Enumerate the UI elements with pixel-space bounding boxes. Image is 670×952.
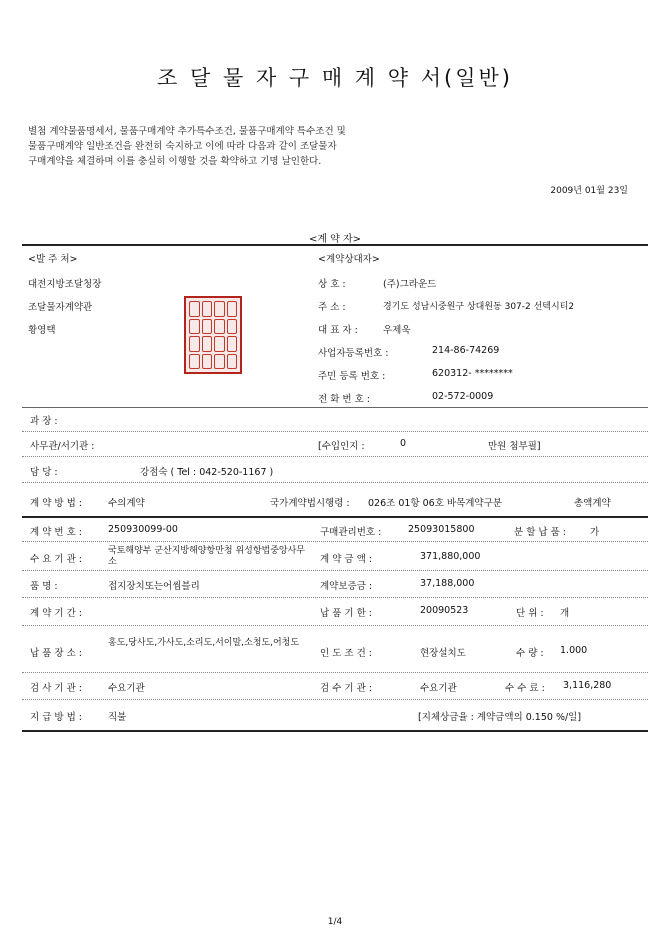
intro-line: 물품구매계약 일반조건을 완전히 숙지하고 이에 따라 다음과 같이 조달물자 [28,141,337,152]
orderer-header: <발 주 처> [28,254,78,265]
delivery-deadline-label: 납 품 기 한 : [320,608,372,619]
company-label: 상 호 : [318,279,346,290]
document-title: 조 달 물 자 구 매 계 약 서(일반) [157,66,513,90]
official-seal-stamp [184,296,242,374]
payment-label: 지 급 방 법 : [30,712,82,723]
intro-line: 별첨 계약물품명세서, 물품구매계약 추가특수조건, 물품구매계약 특수조건 및 [28,126,346,137]
divider [22,407,648,408]
ceo-label: 대 표 자 : [318,325,358,336]
fee-label: 수 수 료 : [505,683,545,694]
purchase-no-value: 25093015800 [408,524,475,535]
divider [22,456,648,457]
orderer-name: 황영택 [28,325,56,336]
item-value: 접지장치또는어씸블리 [108,581,200,592]
demand-label: 수 요 기 관 : [30,554,82,565]
penalty-note: [지체상금율 : 계약금액의 0.150 %/일] [418,712,582,723]
biz-no-label: 사업자등록번호 : [318,348,389,359]
inspector-value: 수요기관 [108,683,145,694]
unit-value: 개 [560,608,570,619]
company-value: (주)그라운드 [383,279,437,290]
stamp-tax-value: 0 [400,438,407,449]
amount-value: 371,880,000 [420,551,481,562]
divider [22,482,648,483]
divider [22,730,648,732]
delivery-place-label: 납 품 장 소 : [30,648,82,659]
demand-value: 국토해양부 군산지방해양항만청 위성항법중앙사무소 [108,546,305,567]
purchase-no-label: 구매관리번호 : [320,527,382,538]
divider [22,244,648,246]
amount-label: 계 약 금 액 : [320,554,372,565]
quantity-value: 1.000 [560,645,588,656]
divider [22,597,648,598]
delivery-place-value: 홍도,당사도,가사도,소리도,서이말,소청도,어청도 [108,638,300,648]
contract-date: 2009년 01월 23일 [550,186,628,196]
inspector-label: 검 사 기 관 : [30,683,82,694]
deposit-label: 계약보증금 : [320,581,373,592]
contractor-header: <계약상대자> [318,254,380,265]
resident-no-label: 주민 등록 번호 : [318,371,386,382]
phone-label: 전 화 번 호 : [318,394,370,405]
split-label: 분 할 납 품 : [514,527,566,538]
resident-no-value: 620312- ******** [432,368,513,379]
divider [22,699,648,700]
address-label: 주 소 : [318,302,346,313]
divider [22,516,648,518]
method-label: 계 약 방 법 : [30,498,82,509]
intro-line: 구매계약을 체결하며 이를 충실히 이행할 것을 확약하고 기명 날인한다. [28,156,322,167]
contract-no-value: 250930099-00 [108,524,178,535]
law-type-value: 총액계약 [574,498,611,509]
orderer-org: 대전지방조달청장 [28,279,102,290]
intro-text [28,124,628,169]
method-value: 수의계약 [108,498,145,509]
ceo-value: 우제욱 [383,325,411,336]
divider [22,570,648,571]
unit-label: 단 위 : [516,608,544,619]
law-value: 026조 01항 06호 바목계약구분 [368,498,502,509]
section-title: <계 약 자> [308,234,362,245]
split-value: 가 [590,527,600,538]
divider [22,672,648,673]
stamp-tax-label: [수입인지 : [318,441,365,452]
item-label: 품 명 : [30,581,58,592]
period-label: 계 약 기 간 : [30,608,82,619]
orderer-title: 조달물자계약관 [28,302,93,313]
person-value: 강점숙 ( Tel : 042-520-1167 ) [140,467,274,478]
delivery-deadline-value: 20090523 [420,605,469,616]
fee-value: 3,116,280 [563,680,612,691]
manager-label: 과 장 : [30,416,58,427]
receiver-label: 검 수 기 관 : [320,683,372,694]
biz-no-value: 214-86-74269 [432,345,500,356]
quantity-label: 수 량 : [516,648,544,659]
contract-no-label: 계 약 번 호 : [30,527,82,538]
deposit-value: 37,188,000 [420,578,475,589]
law-label: 국가계약법시행령 : [270,498,350,509]
divider [22,625,648,626]
admin-label: 사무관/서기관 : [30,441,95,452]
handover-label: 인 도 조 건 : [320,648,372,659]
payment-value: 직불 [108,712,127,723]
divider [22,541,648,542]
address-value: 경기도 성남시중원구 상대원동 307-2 선텍시티2 [383,302,575,312]
stamp-tax-tail: 만원 첨부필] [488,441,541,452]
person-label: 담 당 : [30,467,58,478]
page-number: 1/4 [327,917,343,927]
receiver-value: 수요기관 [420,683,457,694]
phone-value: 02-572-0009 [432,391,494,402]
handover-value: 현장설치도 [420,648,466,659]
divider [22,431,648,432]
